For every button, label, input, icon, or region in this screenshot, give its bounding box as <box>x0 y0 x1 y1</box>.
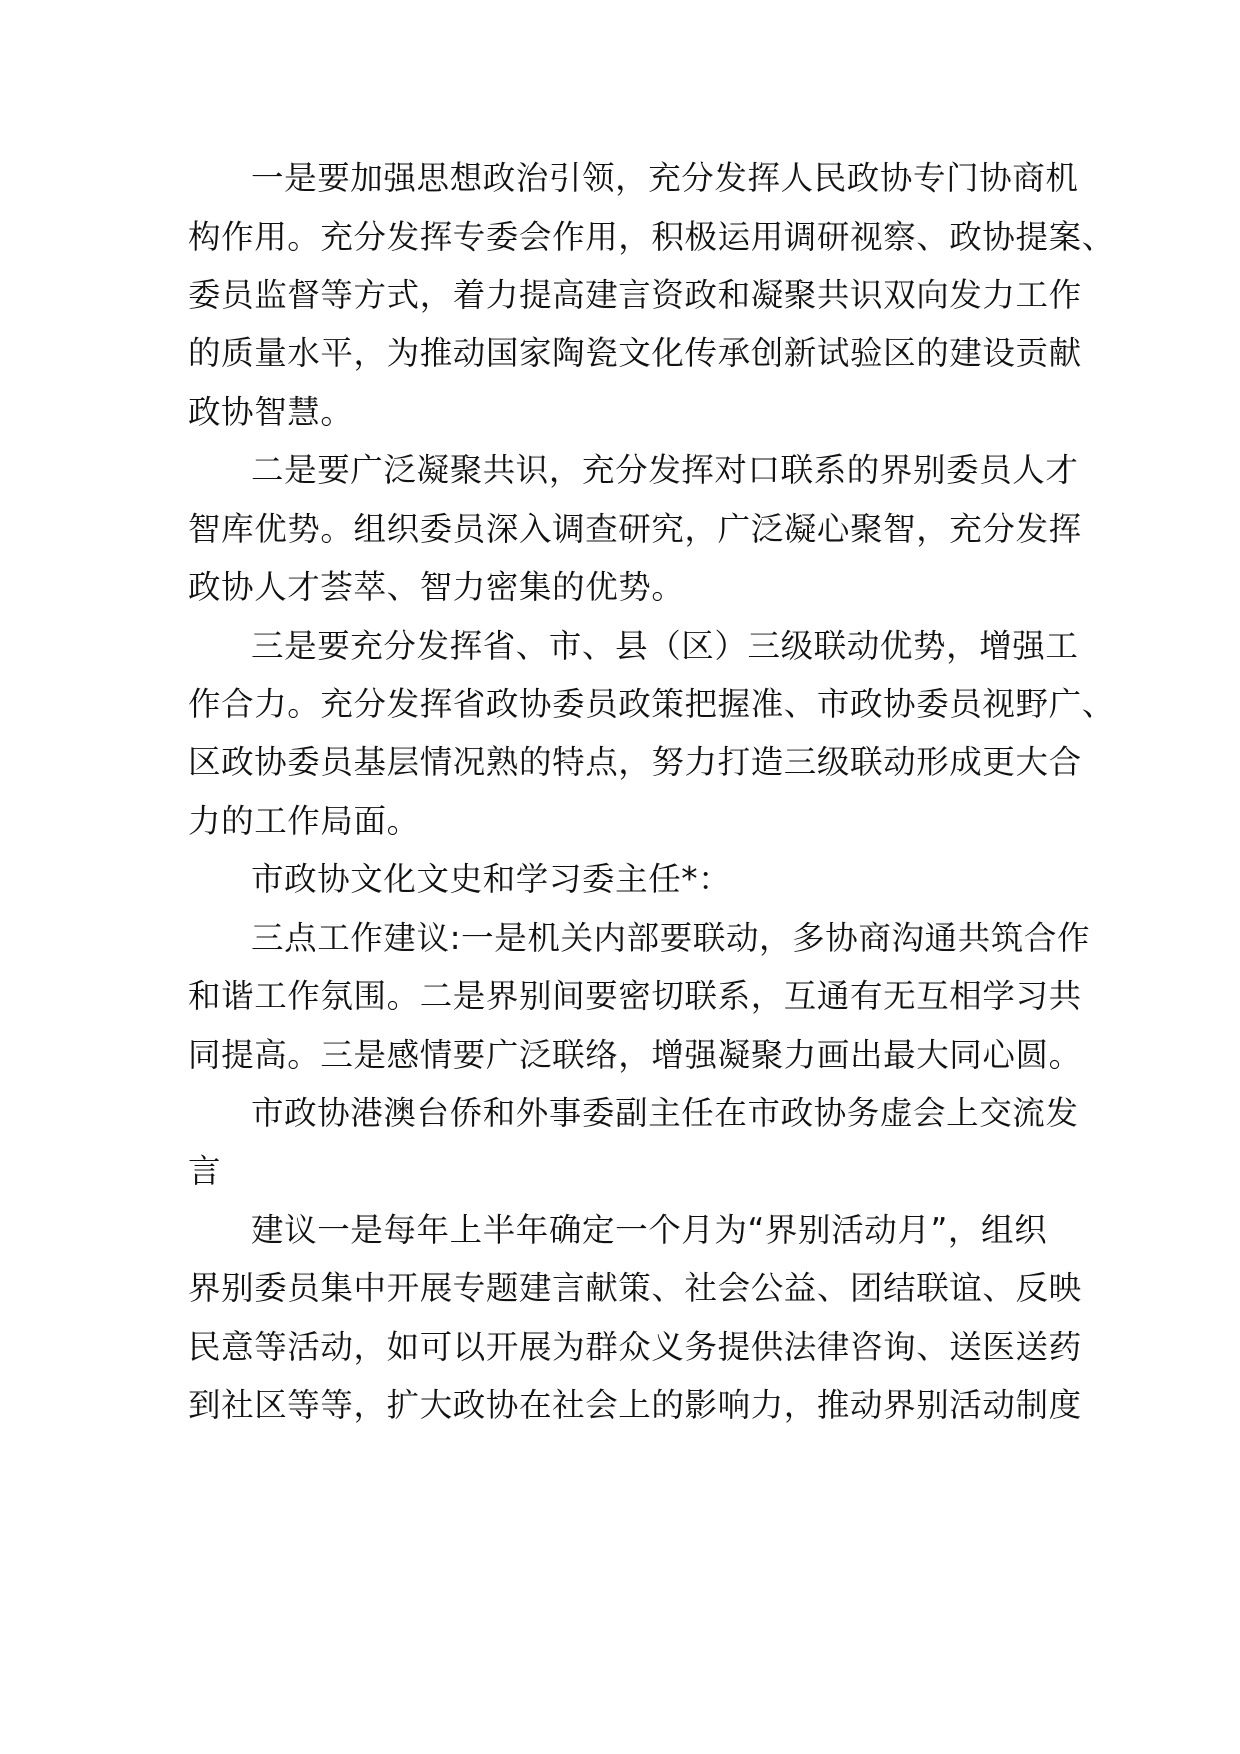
paragraph-3-line-3: 区政协委员基层情况熟的特点，努力打造三级联动形成更大合 <box>188 743 1082 781</box>
paragraph-5-line-2: 界别委员集中开展专题建言献策、社会公益、团结联谊、反映 <box>188 1269 1082 1307</box>
speaker-heading-2-line-2: 言 <box>188 1152 222 1190</box>
paragraph-1-line-3: 委员监督等方式，着力提高建言资政和凝聚共识双向发力工作 <box>188 276 1082 314</box>
paragraph-3-line-2: 作合力。充分发挥省政协委员政策把握准、市政协委员视野广、 <box>188 685 1115 723</box>
paragraph-4-line-2: 和谐工作氛围。二是界别间要密切联系，互通有无互相学习共 <box>188 977 1082 1015</box>
paragraph-1-line-1: 一是要加强思想政治引领，充分发挥人民政协专门协商机 <box>251 159 1079 197</box>
paragraph-4-line-1: 三点工作建议:一是机关内部要联动，多协商沟通共筑合作 <box>251 919 1091 957</box>
speaker-heading-1: 市政协文化文史和学习委主任*： <box>251 860 732 898</box>
paragraph-5-line-1: 建议一是每年上半年确定一个月为“界别活动月”，组织 <box>251 1211 1048 1249</box>
paragraph-5-line-3: 民意等活动，如可以开展为群众义务提供法律咨询、送医送药 <box>188 1328 1082 1366</box>
speaker-heading-2-line-1: 市政协港澳台侨和外事委副主任在市政协务虚会上交流发 <box>251 1094 1079 1132</box>
paragraph-2-line-1: 二是要广泛凝聚共识，充分发挥对口联系的界别委员人才 <box>251 451 1079 489</box>
paragraph-2-line-3: 政协人才荟萃、智力密集的优势。 <box>188 568 685 606</box>
paragraph-5-line-4: 到社区等等，扩大政协在社会上的影响力，推动界别活动制度 <box>188 1386 1082 1424</box>
paragraph-3-line-1: 三是要充分发挥省、市、县（区）三级联动优势，增强工 <box>251 627 1079 665</box>
paragraph-1-line-2: 构作用。充分发挥专委会作用，积极运用调研视察、政协提案、 <box>188 218 1115 256</box>
paragraph-1-line-5: 政协智慧。 <box>188 393 354 431</box>
paragraph-4-line-3: 同提高。三是感情要广泛联络，增强凝聚力画出最大同心圆。 <box>188 1036 1082 1074</box>
paragraph-2-line-2: 智库优势。组织委员深入调查研究，广泛凝心聚智，充分发挥 <box>188 510 1082 548</box>
paragraph-1-line-4: 的质量水平，为推动国家陶瓷文化传承创新试验区的建设贡献 <box>188 334 1082 372</box>
paragraph-3-line-4: 力的工作局面。 <box>188 802 420 840</box>
